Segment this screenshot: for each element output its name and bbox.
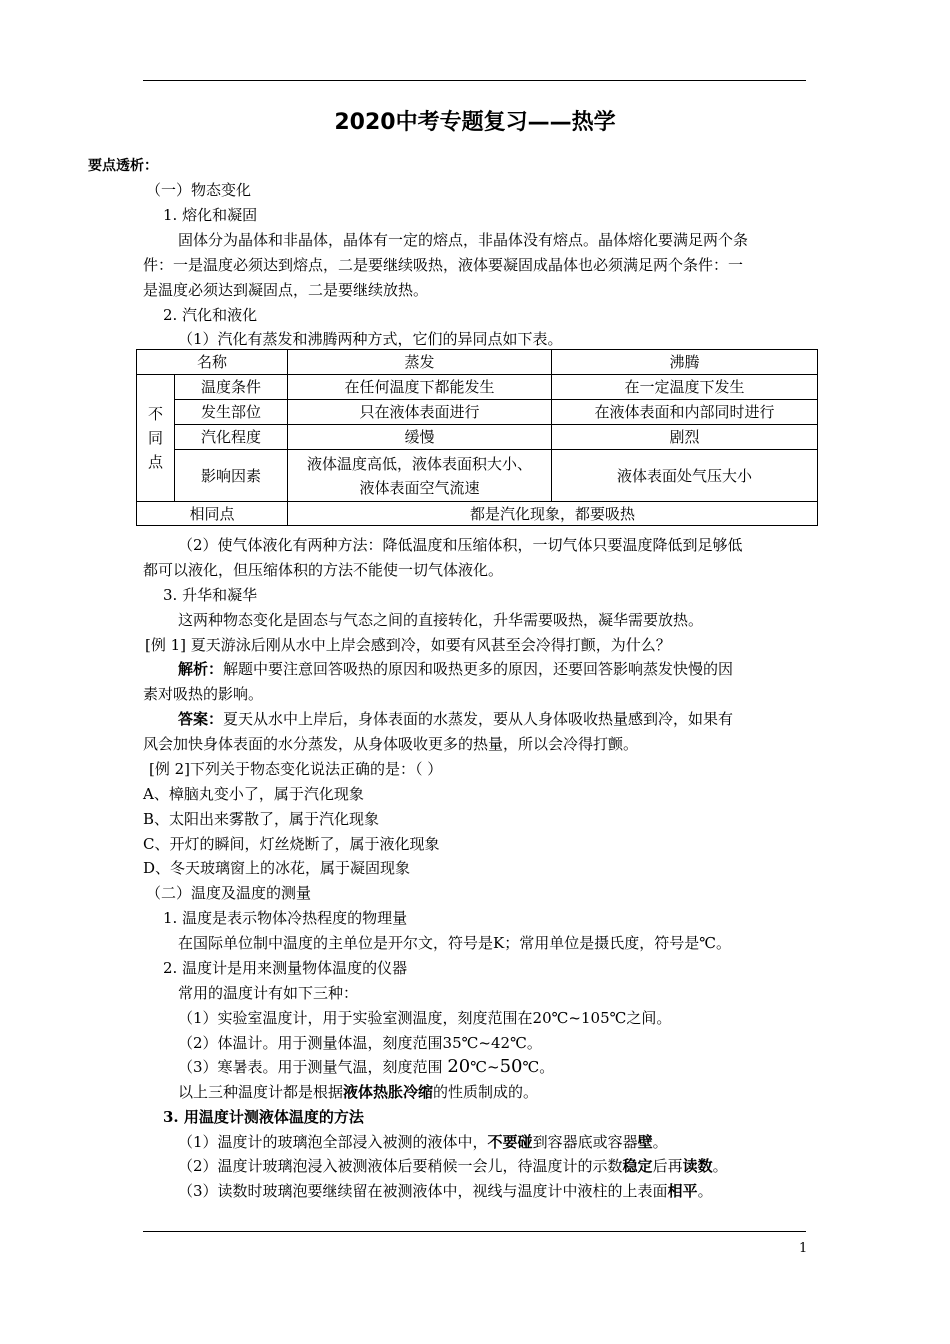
example2-option-c: C、开灯的瞬间，灯丝烧断了，属于液化现象 (143, 835, 440, 853)
page-title: 2020中考专题复习——热学 (334, 110, 616, 135)
example1-question: [例 1] 夏天游泳后刚从水中上岸会感到冷，如要有风甚至会冷得打颤，为什么？ (145, 636, 671, 654)
table-cell: 在任何温度下都能发生 (288, 375, 552, 400)
t3-item3-post: 。 (697, 1182, 713, 1200)
t2-summary-pre: 以上三种温度计都是根据 (178, 1083, 344, 1101)
t3-item3-pre: （3）读数时玻璃泡要继续留在被测液体中，视线与温度计中液柱的上表面 (178, 1182, 668, 1200)
t3-item1-mid: 到容器底或容器 (532, 1133, 638, 1151)
t3-item2 (178, 1156, 728, 1176)
range-high: 50 (499, 1056, 523, 1077)
table-cell: 剧烈 (552, 425, 818, 450)
t3-item2-mid: 后再 (652, 1157, 683, 1175)
page-number: 1 (799, 1241, 808, 1256)
example2-option-a: A、樟脑丸变小了，属于汽化现象 (143, 785, 364, 803)
t2-item3-pre: （3）寒暑表。用于测量气温，刻度范围 (178, 1058, 448, 1076)
table-cell: 液体表面处气压大小 (552, 450, 818, 502)
t3-item3-bold: 相平 (667, 1182, 698, 1200)
table-header-boiling: 沸腾 (552, 350, 818, 375)
t2-item3-mid: ℃~ (470, 1058, 500, 1076)
table-header-name: 名称 (137, 350, 288, 375)
table-cell: 缓慢 (288, 425, 552, 450)
cell-line: 液体表面空气流速 (359, 478, 480, 497)
t3-item1-bold2: 壁 (637, 1133, 653, 1151)
table-row-label: 温度条件 (175, 375, 288, 400)
table-cell: 只在液体表面进行 (288, 400, 552, 425)
example2-option-d: D、冬天玻璃窗上的冰花，属于凝固现象 (143, 859, 411, 877)
t3-title: 3. 用温度计测液体温度的方法 (163, 1108, 364, 1126)
t3-item2-post: 。 (712, 1157, 728, 1175)
s1-para-line2: 件：一是温度必须达到熔点，二是要继续吸热，液体要凝固成晶体也必须满足两个条件：一 (143, 256, 744, 274)
s1-title: 1. 熔化和凝固 (163, 206, 258, 224)
part1-heading: （一）物态变化 (146, 181, 252, 199)
part2-heading: （二）温度及温度的测量 (146, 884, 312, 902)
t3-item1-pre: （1）温度计的玻璃泡全部浸入被测的液体中， (178, 1133, 488, 1151)
example1-analysis-line1 (178, 659, 733, 679)
table-group-label (137, 375, 175, 502)
t2-intro: 常用的温度计有如下三种： (178, 984, 359, 1002)
bottom-rule (143, 1231, 806, 1232)
comparison-table (136, 349, 818, 526)
t3-item3 (178, 1181, 713, 1201)
t2-title: 2. 温度计是用来测量物体温度的仪器 (163, 959, 408, 977)
t2-item3-post: ℃。 (522, 1058, 555, 1076)
answer-text: 夏天从水中上岸后，身体表面的水蒸发，要从人身体吸收热量感到冷，如果有 (223, 710, 734, 728)
t3-item2-bold1: 稳定 (622, 1157, 653, 1175)
example1-answer-line2: 风会加快身体表面的水分蒸发，从身体吸收更多的热量，所以会冷得打颤。 (143, 735, 639, 753)
answer-label: 答案： (178, 710, 224, 728)
table-row-label: 影响因素 (175, 450, 288, 502)
s2-title: 2. 汽化和液化 (163, 306, 258, 324)
t2-summary-post: 的性质制成的。 (433, 1083, 539, 1101)
table-header-evaporation: 蒸发 (288, 350, 552, 375)
s2-para2-line1: （2）使气体液化有两种方法：降低温度和压缩体积，一切气体只要温度降低到足够低 (178, 536, 743, 554)
table-row-label: 汽化程度 (175, 425, 288, 450)
t3-item1-post: 。 (652, 1133, 668, 1151)
t2-item1: （1）实验室温度计，用于实验室测温度，刻度范围在20℃~105℃之间。 (178, 1009, 672, 1027)
s3-para: 这两种物态变化是固态与气态之间的直接转化，升华需要吸热，凝华需要放热。 (178, 611, 704, 629)
table-row-label: 发生部位 (175, 400, 288, 425)
analysis-text: 解题中要注意回答吸热的原因和吸热更多的原因，还要回答影响蒸发快慢的因 (223, 660, 734, 678)
s1-para-line3: 是温度必须达到凝固点，二是要继续放热。 (143, 281, 429, 299)
s2-para2-line2: 都可以液化，但压缩体积的方法不能使一切气体液化。 (143, 561, 504, 579)
section-heading: 要点透析： (88, 158, 158, 174)
analysis-label: 解析： (178, 660, 224, 678)
t1-title: 1. 温度是表示物体冷热程度的物理量 (163, 909, 408, 927)
t2-item2: （2）体温计。用于测量体温，刻度范围35℃~42℃。 (178, 1034, 542, 1052)
group-label-text: 不同点 (148, 405, 164, 471)
s1-para-line1: 固体分为晶体和非晶体，晶体有一定的熔点，非晶体没有熔点。晶体熔化要满足两个条 (178, 231, 749, 249)
t2-summary (178, 1082, 538, 1102)
t3-item2-bold2: 读数 (682, 1157, 713, 1175)
s3-title: 3. 升华和凝华 (163, 586, 258, 604)
t3-item2-pre: （2）温度计玻璃泡浸入被测液体后要稍候一会儿，待温度计的示数 (178, 1157, 623, 1175)
t3-item1-bold1: 不要碰 (487, 1133, 533, 1151)
t3-item1 (178, 1132, 668, 1152)
table-same-label: 相同点 (137, 502, 288, 526)
cell-line: 液体温度高低，液体表面积大小、 (307, 454, 533, 473)
example1-answer-line1 (178, 709, 733, 729)
table-cell: 在一定温度下发生 (552, 375, 818, 400)
t2-summary-bold: 液体热胀冷缩 (343, 1083, 434, 1101)
top-rule (143, 80, 806, 81)
example1-analysis-line2: 素对吸热的影响。 (143, 685, 264, 703)
range-low: 20 (447, 1056, 471, 1077)
table-cell (288, 450, 552, 502)
example2-question: [例 2]下列关于物态变化说法正确的是：（ ） (149, 760, 443, 778)
s2-intro: （1）汽化有蒸发和沸腾两种方式，它们的异同点如下表。 (178, 330, 563, 348)
t1-para: 在国际单位制中温度的主单位是开尔文，符号是K；常用单位是摄氏度，符号是℃。 (178, 934, 731, 952)
t2-item3 (178, 1057, 554, 1077)
example2-option-b: B、太阳出来雾散了，属于汽化现象 (143, 810, 380, 828)
table-same-value: 都是汽化现象，都要吸热 (288, 502, 818, 526)
table-cell: 在液体表面和内部同时进行 (552, 400, 818, 425)
